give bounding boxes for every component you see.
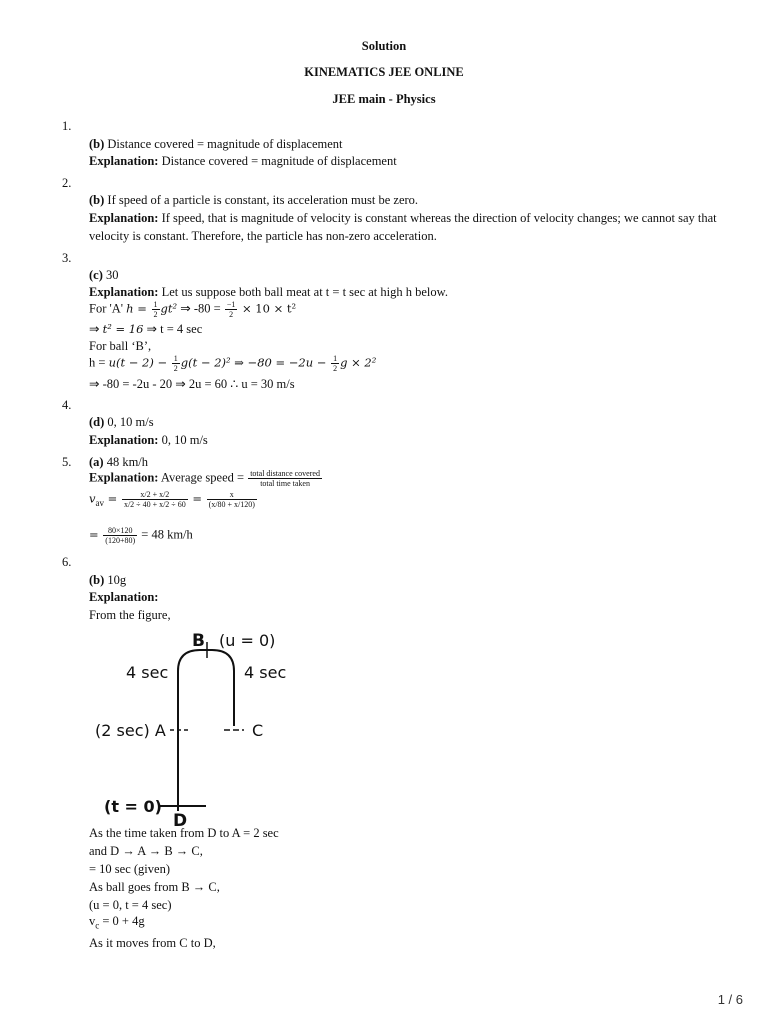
q5-frac2-num: x	[207, 490, 257, 500]
q3-eq1-prefix: For 'A'	[89, 301, 127, 316]
q6-explanation	[89, 590, 158, 605]
q1-explanation-text: Distance covered = magnitude of displacement	[158, 154, 397, 168]
q5-explanation-text: Average speed =	[158, 470, 248, 485]
q4-explanation-label: Explanation:	[89, 433, 159, 447]
q6-line7-v: v	[89, 914, 96, 928]
q6-answer	[89, 573, 126, 588]
q5-speed-den: total time taken	[260, 479, 310, 488]
q3-eq4-half2-num: 1	[333, 354, 338, 363]
q3-eq4-prefix: h =	[89, 355, 109, 370]
q4-answer	[89, 415, 154, 430]
q2-answer-text: If speed of a particle is constant, its acceleration must be zero.	[104, 193, 419, 207]
q3-eq1-half-num: 1	[153, 300, 158, 309]
q3-eq2-rest: ⇒ t = 4 sec	[143, 322, 203, 336]
q2-answer	[89, 193, 418, 208]
q5-frac1-den: x/2 ÷ 40 + x/2 ÷ 60	[123, 500, 186, 509]
document-title: Solution	[361, 39, 407, 53]
label-d: D	[173, 811, 188, 826]
q3-eq1-half	[152, 300, 160, 319]
q1-explanation	[89, 154, 397, 169]
q1-number: 1.	[62, 119, 72, 133]
q5-eq1: =	[104, 491, 121, 506]
q3-eq4-half2-den: 2	[333, 364, 338, 373]
q1-answer-text: Distance covered = magnitude of displacement	[104, 137, 343, 151]
q6-line4: = 10 sec (given)	[89, 862, 170, 876]
label-right-time: 4 sec	[244, 663, 287, 682]
q3-eq1-neg-half	[225, 300, 238, 319]
q2-explanation-label: Explanation:	[89, 211, 159, 225]
q5-vav-sub: av	[95, 497, 104, 508]
q2-explanation-text: If speed, that is magnitude of velocity is constant whereas the direction of velocity changes; we cannot say that velocity is constant. Therefore, the particle has non-zero acceleration.	[89, 211, 717, 243]
q3-answer	[89, 268, 119, 283]
q6-line7-rest: = 0 + 4g	[99, 914, 145, 928]
label-u0: (u = 0)	[219, 631, 276, 650]
q3-eq4-half-num: 1	[173, 354, 178, 363]
q3-eq1-neg-den: 2	[229, 310, 234, 319]
q2-option: (b)	[89, 193, 105, 207]
q5-frac2-den: (x/80 + x/120)	[208, 500, 255, 509]
q5-explanation	[89, 469, 323, 488]
q6-line7	[89, 914, 145, 931]
q5-answer-text: 48 km/h	[103, 455, 149, 469]
q5-result-den: (120+80)	[105, 536, 136, 545]
page-indicator: 1 / 6	[717, 992, 743, 1007]
q6-number: 6.	[62, 555, 72, 569]
q6-line8: As it moves from C to D,	[89, 936, 216, 950]
q6-line2: As the time taken from D to A = 2 sec	[89, 826, 279, 840]
q3-explanation	[89, 285, 448, 300]
q1-answer	[89, 137, 343, 152]
q6-line7-sub: c	[95, 920, 100, 931]
q3-eq2-arrow: ⇒	[89, 322, 103, 336]
q6-line3: and D → A → B → C,	[89, 844, 203, 858]
q5-speed-num: total distance covered	[250, 469, 320, 478]
q3-explanation-label: Explanation:	[89, 285, 159, 299]
q3-eq1-h: h	[126, 301, 134, 316]
q3-eq4-a: u(t − 2) −	[108, 355, 171, 370]
q4-option: (d)	[89, 415, 105, 429]
q4-answer-text: 0, 10 m/s	[104, 415, 154, 429]
q3-eq-line1	[89, 300, 296, 319]
label-t0: (t = 0)	[104, 797, 162, 816]
q4-number: 4.	[62, 398, 72, 412]
q3-eq4-half2	[331, 354, 339, 373]
label-c: C	[252, 721, 264, 740]
q6-option: (b)	[89, 573, 105, 587]
q3-eq1-half-den: 2	[153, 310, 158, 319]
q4-explanation	[89, 433, 208, 448]
q5-result-line	[89, 526, 193, 545]
q6-line5: As ball goes from B → C,	[89, 880, 220, 894]
q3-eq4-half-den: 2	[173, 364, 178, 373]
q5-eq2: =	[188, 491, 206, 506]
q5-frac1-num: x/2 + x/2	[122, 490, 188, 500]
label-a: (2 sec) A	[95, 721, 166, 740]
q3-eq4-half	[172, 354, 180, 373]
q6-answer-text: 10g	[104, 573, 127, 587]
q5-eq3: =	[89, 527, 103, 542]
q5-frac2	[207, 490, 257, 509]
q3-eq1-neg-num: −1	[226, 300, 236, 309]
q3-answer-text: 30	[102, 268, 119, 282]
q5-result-rest: = 48 km/h	[138, 527, 193, 542]
q5-speed-fraction	[248, 469, 322, 488]
q5-result-frac	[103, 526, 137, 545]
q3-eq-line2	[89, 321, 202, 337]
q3-explanation-text: Let us suppose both ball meat at t = t sec at high h below.	[158, 285, 448, 299]
label-left-time: 4 sec	[126, 663, 169, 682]
q3-eq1-equals: =	[133, 301, 151, 316]
q6-line6: (u = 0, t = 4 sec)	[89, 898, 172, 912]
q3-eq4-c: g × 2²	[340, 355, 377, 370]
q5-explanation-label: Explanation:	[89, 470, 159, 485]
q3-eq2-eq: t² = 16	[102, 322, 144, 336]
q4-explanation-text: 0, 10 m/s	[158, 433, 208, 447]
q3-eq-line4	[89, 354, 376, 373]
q3-eq1-gt: gt²	[160, 301, 178, 316]
q3-eq1-rest: × 10 × t²	[238, 301, 297, 316]
q3-line5: ⇒ -80 = -2u - 20 ⇒ 2u = 60 ∴ u = 30 m/s	[89, 377, 295, 391]
q1-option: (b)	[89, 137, 105, 151]
q1-explanation-label: Explanation:	[89, 154, 159, 168]
motion-figure	[90, 626, 310, 826]
q5-option: (a)	[89, 455, 104, 469]
q3-line3: For ball ‘B’,	[89, 339, 152, 353]
q5-answer	[89, 455, 148, 470]
q6-explanation-label: Explanation:	[89, 590, 159, 604]
q5-frac1	[122, 490, 188, 509]
q3-eq4-b: g(t − 2)² ⇒ −80 = −2u −	[180, 355, 331, 370]
label-b: B	[192, 631, 205, 651]
q5-result-num: 80×120	[103, 526, 137, 536]
q2-number: 2.	[62, 176, 72, 190]
document-subtitle: KINEMATICS JEE ONLINE	[304, 65, 464, 79]
q5-vav: v	[89, 491, 96, 506]
q5-number: 5.	[62, 455, 72, 469]
q6-line1: From the figure,	[89, 608, 171, 622]
document-course: JEE main - Physics	[332, 92, 436, 106]
q3-eq1-arrow: ⇒ -80 =	[177, 301, 224, 316]
q2-explanation	[89, 209, 729, 245]
q5-vav-line	[89, 490, 258, 509]
q3-option: (c)	[89, 268, 103, 282]
q3-number: 3.	[62, 251, 72, 265]
